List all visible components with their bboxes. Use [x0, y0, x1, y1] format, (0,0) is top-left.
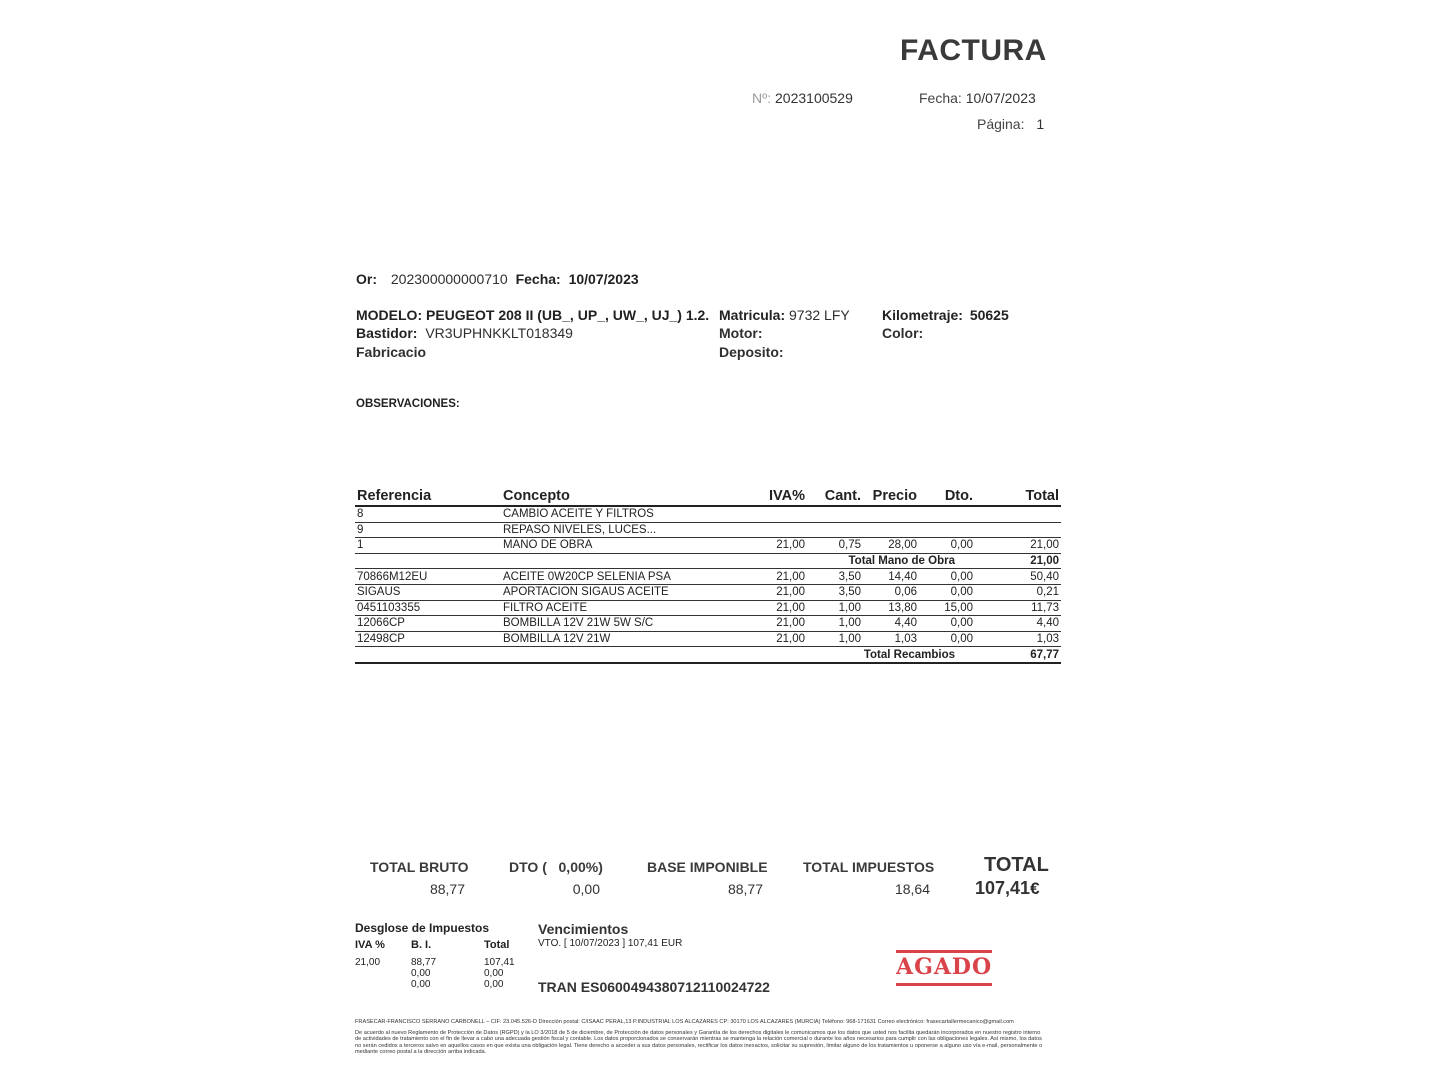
- cell-cant: 1,00: [807, 600, 863, 616]
- invoice-date: [919, 90, 1036, 106]
- grand-total-value: 107,41: [975, 878, 1031, 898]
- cell-dto: 0,00: [919, 584, 975, 600]
- bastidor-value: VR3UPHNKKLT018349: [425, 325, 573, 341]
- cell-precio: [863, 522, 919, 538]
- grand-total-label: TOTAL: [984, 854, 1049, 876]
- invoice-number-label: Nº:: [752, 90, 772, 106]
- total-bruto-value: 88,77: [429, 881, 465, 897]
- table-row: [355, 569, 1061, 585]
- vehicle-mileage: [882, 307, 1009, 323]
- cell-ref: SIGAUS: [355, 584, 501, 600]
- table-row: [355, 506, 1061, 522]
- cell-total: [975, 522, 1061, 538]
- cell-iva: 21,00: [757, 600, 807, 616]
- tax-bi-value: 88,77: [411, 957, 437, 968]
- footer-company-info: FRASECAR-FRANCISCO SERRANO CARBONELL – CIF: 23.045.526-D Dirección postal: C/ISAAC PERAL,13 P.INDUSTRIAL LOS ALCAZARES CP: 30170 LOS ALCAZARES (MURCIA) Teléfono: 968-171631 Correo electrónico: frasecartallermecanico@gmail.com: [355, 1019, 1014, 1025]
- motor-label: Motor:: [719, 325, 763, 341]
- cell-cant: [807, 522, 863, 538]
- dto-value: 0,00: [572, 881, 600, 897]
- tax-header-bi: B. I.: [411, 939, 432, 951]
- base-imponible-label: BASE IMPONIBLE: [647, 859, 768, 875]
- cell-iva: [757, 506, 807, 522]
- cell-precio: 28,00: [863, 538, 919, 554]
- tax-iva-value: 21,00: [355, 957, 381, 968]
- cell-cant: 3,50: [807, 569, 863, 585]
- cell-dto: 0,00: [919, 538, 975, 554]
- grand-total: [975, 878, 1040, 899]
- vencimientos-line: VTO. [ 10/07/2023 ] 107,41 EUR: [538, 938, 683, 949]
- document-title: FACTURA: [900, 34, 1047, 67]
- bastidor-label: Bastidor:: [356, 325, 418, 341]
- order-line: [356, 271, 639, 287]
- cell-dto: 0,00: [919, 631, 975, 647]
- col-header-precio: Precio: [863, 484, 919, 506]
- color-label: Color:: [882, 325, 924, 341]
- base-imponible-value: 88,77: [727, 881, 763, 897]
- deposito-label: Deposito:: [719, 344, 784, 360]
- page-number-value: 1: [1036, 116, 1045, 132]
- total-bruto-label: TOTAL BRUTO: [370, 859, 469, 875]
- cell-concepto: REPASO NIVELES, LUCES...: [501, 522, 757, 538]
- cell-dto: 0,00: [919, 569, 975, 585]
- cell-cant: 1,00: [807, 631, 863, 647]
- modelo-label: MODELO:: [356, 307, 423, 323]
- table-row: [355, 584, 1061, 600]
- cell-iva: 21,00: [757, 631, 807, 647]
- labor-subtotal-row: [355, 553, 1061, 569]
- cell-total: 0,21: [975, 584, 1061, 600]
- tax-bi-value: 0,00: [411, 968, 431, 979]
- modelo-value: PEUGEOT 208 II (UB_, UP_, UW_, UJ_) 1.2.: [426, 307, 710, 323]
- km-value: 50625: [969, 307, 1009, 323]
- cell-iva: 21,00: [757, 584, 807, 600]
- cell-iva: 21,00: [757, 569, 807, 585]
- cell-total: [975, 506, 1061, 522]
- cell-cant: [807, 506, 863, 522]
- col-header-total: Total: [975, 484, 1061, 506]
- cell-concepto: ACEITE 0W20CP SELENIA PSA: [501, 569, 757, 585]
- table-row: [355, 522, 1061, 538]
- invoice-date-label: Fecha:: [919, 90, 962, 106]
- col-header-iva: IVA%: [757, 484, 807, 506]
- cell-cant: 1,00: [807, 616, 863, 632]
- paid-stamp: AGADO: [896, 950, 992, 986]
- col-header-concepto: Concepto: [501, 484, 757, 506]
- tax-header-iva: IVA %: [355, 939, 385, 951]
- cell-precio: [863, 506, 919, 522]
- cell-ref: 0451103355: [355, 600, 501, 616]
- total-impuestos-label: TOTAL IMPUESTOS: [803, 859, 935, 875]
- cell-iva: 21,00: [757, 538, 807, 554]
- tax-total-value: 107,41: [484, 957, 515, 968]
- cell-concepto: APORTACION SIGAUS ACEITE: [501, 584, 757, 600]
- observaciones-label: OBSERVACIONES:: [356, 398, 460, 410]
- cell-dto: [919, 506, 975, 522]
- table-row: [355, 538, 1061, 554]
- cell-precio: 13,80: [863, 600, 919, 616]
- cell-precio: 14,40: [863, 569, 919, 585]
- cell-concepto: FILTRO ACEITE: [501, 600, 757, 616]
- page-number: [977, 116, 1044, 132]
- cell-precio: 0,06: [863, 584, 919, 600]
- order-label: Or:: [356, 271, 377, 287]
- tax-total-value: 0,00: [484, 979, 504, 990]
- cell-iva: 21,00: [757, 616, 807, 632]
- cell-total: 4,40: [975, 616, 1061, 632]
- cell-dto: 0,00: [919, 616, 975, 632]
- tax-breakdown-title: Desglose de Impuestos: [355, 921, 490, 935]
- cell-ref: 70866M12EU: [355, 569, 501, 585]
- cell-concepto: BOMBILLA 12V 21W: [501, 631, 757, 647]
- cell-iva: [757, 522, 807, 538]
- cell-ref: 8: [355, 506, 501, 522]
- tax-header-total: Total: [484, 939, 510, 951]
- table-header-row: [355, 484, 1061, 506]
- vencimientos-title: Vencimientos: [538, 921, 629, 937]
- cell-total: 21,00: [975, 538, 1061, 554]
- parts-subtotal-row: [355, 647, 1061, 663]
- invoice-date-value: 10/07/2023: [965, 90, 1036, 106]
- table-row: [355, 616, 1061, 632]
- footer-legal-text: De acuerdo al nuevo Reglamento de Protección de Datos (RGPD) y la LO 3/2018 de 5 de diciembre, de Protección de datos personales y Garantía de los derechos digitales le comunicamos que los datos que usted nos facilita quedarán incorporados en nuestro registro interno de actividades de tratamiento con el fin de llevar a cabo una adecuada gestión fiscal y contable. Los datos proporcionados se conservarán mientras se mantenga la relación comercial o durante los años necesarios para cumplir con las obligaciones legales. Así mismo, los datos no serán cedidos a terceros salvo en aquellos casos en que exista una obligación legal. Tiene derecho a acceder a sus datos personales, rectificar los datos inexactos, solicitar su supresión, limitar alguno de los tratamientos u oponerse a alguno uso vía e-mail, personalmente o mediante correo postal a la dirección arriba indicada.: [355, 1030, 1043, 1056]
- cell-concepto: BOMBILLA 12V 21W 5W S/C: [501, 616, 757, 632]
- cell-dto: 15,00: [919, 600, 975, 616]
- page-number-label: Página:: [977, 116, 1025, 132]
- bank-transfer: TRAN ES0600494380712110024722: [538, 979, 770, 995]
- invoice-number: [752, 90, 853, 106]
- table-row: [355, 600, 1061, 616]
- order-date-value: 10/07/2023: [568, 271, 639, 287]
- col-header-cant: Cant.: [807, 484, 863, 506]
- parts-total-value: 67,77: [975, 647, 1061, 663]
- cell-ref: 12066CP: [355, 616, 501, 632]
- cell-precio: 4,40: [863, 616, 919, 632]
- cell-total: 1,03: [975, 631, 1061, 647]
- cell-ref: 9: [355, 522, 501, 538]
- cell-concepto: CAMBIO ACEITE Y FILTROS: [501, 506, 757, 522]
- labor-total-label: Total Mano de Obra: [355, 553, 975, 569]
- invoice-items-table: [355, 484, 1061, 664]
- total-impuestos-value: 18,64: [894, 881, 930, 897]
- matricula-label: Matricula:: [719, 307, 786, 323]
- fabricacion-label: Fabricacio: [356, 344, 427, 360]
- col-header-referencia: Referencia: [355, 484, 501, 506]
- matricula-value: 9732 LFY: [789, 307, 850, 323]
- cell-ref: 12498CP: [355, 631, 501, 647]
- vehicle-model: [356, 307, 709, 323]
- cell-concepto: MANO DE OBRA: [501, 538, 757, 554]
- vehicle-vin: [356, 325, 573, 341]
- cell-ref: 1: [355, 538, 501, 554]
- dto-label: DTO ( 0,00%): [509, 859, 603, 875]
- parts-total-label: Total Recambios: [355, 647, 975, 663]
- cell-total: 50,40: [975, 569, 1061, 585]
- cell-cant: 3,50: [807, 584, 863, 600]
- cell-dto: [919, 522, 975, 538]
- cell-cant: 0,75: [807, 538, 863, 554]
- invoice-number-value: 2023100529: [775, 90, 853, 106]
- tax-total-column: [484, 957, 515, 990]
- col-header-dto: Dto.: [919, 484, 975, 506]
- tax-bi-column: [411, 957, 436, 990]
- cell-total: 11,73: [975, 600, 1061, 616]
- vehicle-plate: [719, 307, 850, 323]
- table-row: [355, 631, 1061, 647]
- km-label: Kilometraje:: [882, 307, 963, 323]
- cell-precio: 1,03: [863, 631, 919, 647]
- order-value: 202300000000710: [390, 271, 508, 287]
- tax-bi-value: 0,00: [411, 979, 431, 990]
- labor-total-value: 21,00: [975, 553, 1061, 569]
- currency-symbol: €: [1030, 879, 1040, 898]
- tax-total-value: 0,00: [484, 968, 504, 979]
- order-date-label: Fecha:: [515, 271, 561, 287]
